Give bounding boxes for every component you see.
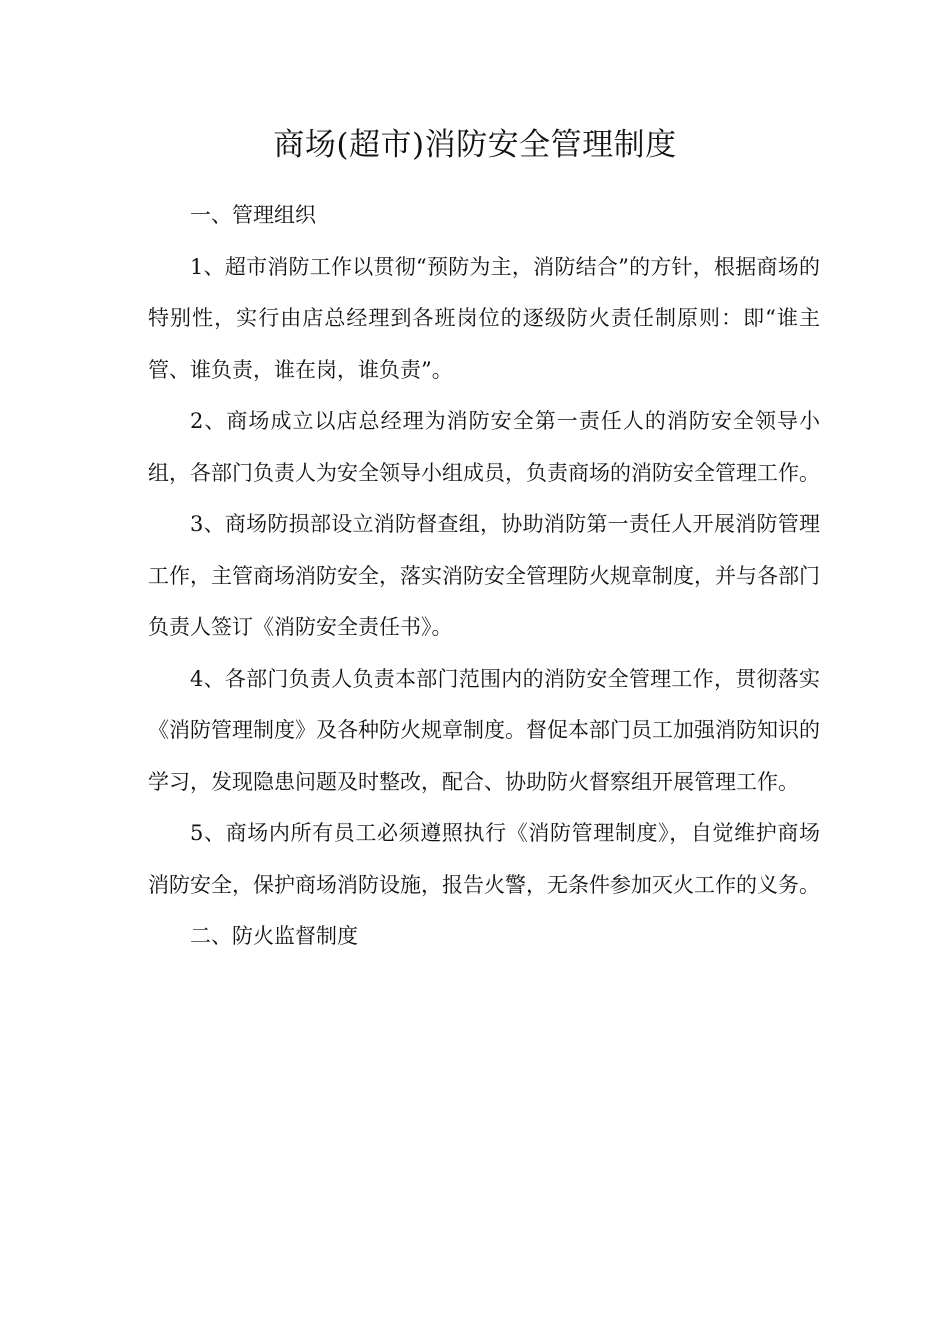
section-heading-organization: 一、管理组织	[190, 203, 316, 227]
paragraph-item-3: 3、商场防损部设立消防督查组，协助消防第一责任人开展消防管理工作，主管商场消防安全，落实消防安全管理防火规章制度，并与各部门负责人签订《消防安全责任书》。	[148, 512, 820, 639]
paragraph-item-4: 4、各部门负责人负责本部门范围内的消防安全管理工作，贯彻落实《消防管理制度》及各种防火规章制度。督促本部门员工加强消防知识的学习，发现隐患问题及时整改，配合、协助防火督察组开展管理工作。	[148, 666, 820, 794]
document-body	[148, 190, 820, 963]
paragraph-item-1: 1、超市消防工作以贯彻“预防为主，消防结合”的方针，根据商场的特别性，实行由店总经理到各班岗位的逐级防火责任制原则：即“谁主管、谁负责，谁在岗，谁负责”。	[148, 254, 820, 382]
document-title: 商场(超市)消防安全管理制度	[273, 127, 677, 163]
paragraph-item-5: 5、商场内所有员工必须遵照执行《消防管理制度》，自觉维护商场消防安全，保护商场消防设施，报告火警，无条件参加灭火工作的义务。	[148, 821, 820, 897]
section-heading-supervision: 二、防火监督制度	[190, 924, 358, 948]
paragraph-item-2: 2、商场成立以店总经理为消防安全第一责任人的消防安全领导小组，各部门负责人为安全领导小组成员，负责商场的消防安全管理工作。	[148, 409, 820, 485]
